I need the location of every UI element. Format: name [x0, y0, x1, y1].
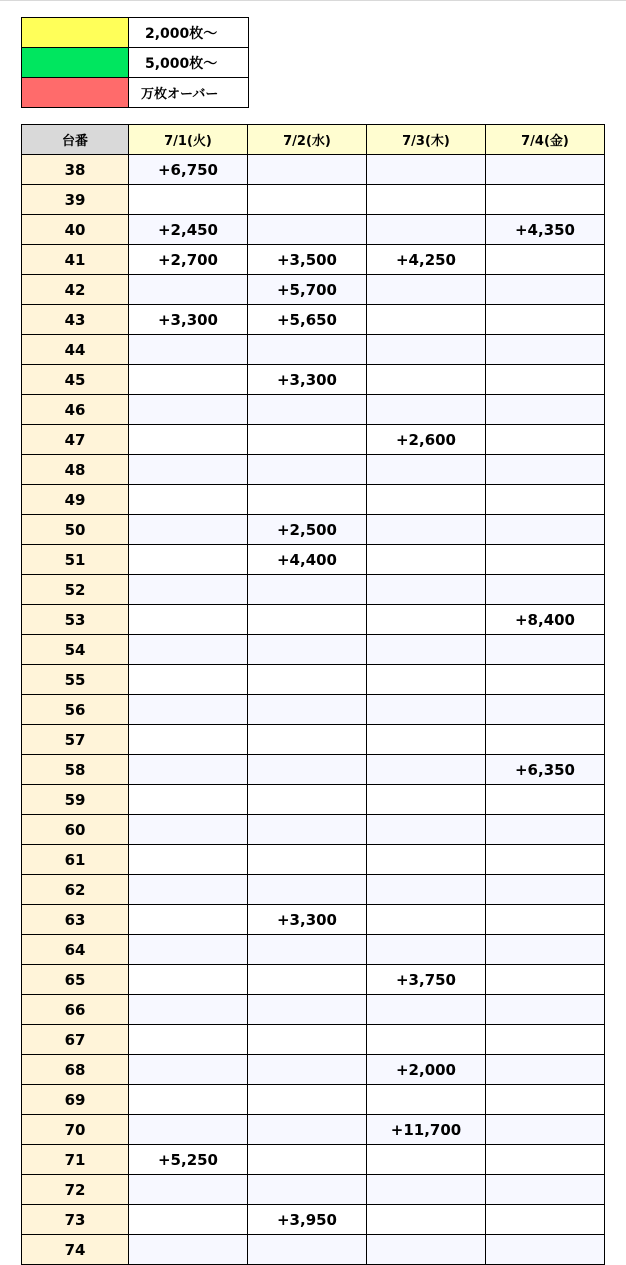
result-cell: [367, 635, 486, 665]
result-cell: [367, 485, 486, 515]
machine-number-cell: 72: [22, 1175, 129, 1205]
result-cell: [129, 1115, 248, 1145]
result-cell: [367, 365, 486, 395]
result-cell: [248, 815, 367, 845]
result-cell: [367, 755, 486, 785]
result-cell: [248, 1145, 367, 1175]
machine-number-cell: 38: [22, 155, 129, 185]
machine-number-cell: 59: [22, 785, 129, 815]
legend-label-5000: 5,000枚～: [129, 48, 249, 78]
machine-number-cell: 43: [22, 305, 129, 335]
result-cell: [486, 1205, 605, 1235]
result-cell: [129, 395, 248, 425]
result-cell: [367, 665, 486, 695]
result-cell: [486, 335, 605, 365]
legend-swatch-2000: [22, 18, 129, 48]
machine-number-cell: 51: [22, 545, 129, 575]
table-row: [22, 965, 605, 995]
machine-number-cell: 61: [22, 845, 129, 875]
table-row: [22, 305, 605, 335]
result-cell: +8,400: [486, 605, 605, 635]
result-cell: [367, 1235, 486, 1265]
result-cell: [486, 155, 605, 185]
table-row: [22, 365, 605, 395]
result-cell: [248, 455, 367, 485]
table-row: [22, 755, 605, 785]
result-cell: +11,700: [367, 1115, 486, 1145]
result-cell: [248, 785, 367, 815]
header-date-0702: 7/2(水): [248, 125, 367, 155]
result-cell: +3,950: [248, 1205, 367, 1235]
result-cell: [248, 1055, 367, 1085]
result-cell: +2,500: [248, 515, 367, 545]
table-row: [22, 875, 605, 905]
table-row: [22, 1115, 605, 1145]
machine-number-cell: 66: [22, 995, 129, 1025]
result-cell: [248, 845, 367, 875]
table-row: [22, 485, 605, 515]
result-cell: +3,750: [367, 965, 486, 995]
machine-number-cell: 60: [22, 815, 129, 845]
result-cell: [367, 575, 486, 605]
machine-number-cell: 67: [22, 1025, 129, 1055]
result-cell: [367, 1175, 486, 1205]
table-row: [22, 905, 605, 935]
result-cell: [486, 185, 605, 215]
result-cell: [129, 905, 248, 935]
machine-number-cell: 50: [22, 515, 129, 545]
result-cell: [129, 725, 248, 755]
result-cell: [129, 1085, 248, 1115]
table-row: [22, 635, 605, 665]
result-cell: [248, 1085, 367, 1115]
result-cell: [248, 995, 367, 1025]
result-cell: [248, 185, 367, 215]
result-cell: [367, 1205, 486, 1235]
result-cell: [129, 995, 248, 1025]
machine-number-cell: 45: [22, 365, 129, 395]
result-cell: [129, 815, 248, 845]
result-cell: [248, 335, 367, 365]
result-cell: [248, 605, 367, 635]
result-cell: [486, 365, 605, 395]
result-cell: +5,700: [248, 275, 367, 305]
table-row: [22, 275, 605, 305]
table-row: [22, 1235, 605, 1265]
result-cell: [248, 665, 367, 695]
legend-table: [21, 17, 249, 108]
result-cell: [367, 725, 486, 755]
result-cell: [248, 395, 367, 425]
result-cell: [367, 935, 486, 965]
result-cell: [129, 755, 248, 785]
result-cell: [486, 995, 605, 1025]
result-cell: [367, 155, 486, 185]
result-cell: [367, 1145, 486, 1175]
result-cell: [248, 575, 367, 605]
result-cell: [367, 1025, 486, 1055]
result-cell: [129, 875, 248, 905]
result-cell: +2,700: [129, 245, 248, 275]
result-cell: [248, 155, 367, 185]
result-cell: [129, 605, 248, 635]
result-cell: [486, 305, 605, 335]
legend-label-2000: 2,000枚～: [129, 18, 249, 48]
machine-number-cell: 46: [22, 395, 129, 425]
result-cell: +6,750: [129, 155, 248, 185]
legend-swatch-10000: [22, 78, 129, 108]
result-cell: +2,000: [367, 1055, 486, 1085]
result-cell: [367, 845, 486, 875]
result-cell: [486, 905, 605, 935]
result-cell: +4,350: [486, 215, 605, 245]
table-row: [22, 665, 605, 695]
result-cell: [248, 1025, 367, 1055]
table-row: [22, 695, 605, 725]
table-row: [22, 605, 605, 635]
table-row: [22, 1175, 605, 1205]
result-cell: [129, 695, 248, 725]
result-cell: [129, 1055, 248, 1085]
table-row: [22, 1055, 605, 1085]
result-cell: [486, 695, 605, 725]
table-row: [22, 575, 605, 605]
result-cell: [248, 485, 367, 515]
table-row: [22, 185, 605, 215]
table-row: [22, 935, 605, 965]
table-row: [22, 845, 605, 875]
result-cell: [248, 635, 367, 665]
result-cell: [367, 215, 486, 245]
table-row: [22, 335, 605, 365]
result-cell: [129, 635, 248, 665]
result-cell: [367, 455, 486, 485]
result-cell: [486, 275, 605, 305]
result-cell: [486, 725, 605, 755]
header-date-0704: 7/4(金): [486, 125, 605, 155]
result-cell: [486, 785, 605, 815]
machine-number-cell: 47: [22, 425, 129, 455]
result-cell: [367, 335, 486, 365]
header-date-0701: 7/1(火): [129, 125, 248, 155]
result-cell: [367, 815, 486, 845]
machine-number-cell: 56: [22, 695, 129, 725]
result-cell: [486, 1145, 605, 1175]
header-row: [22, 125, 605, 155]
result-cell: [486, 245, 605, 275]
result-cell: [367, 1085, 486, 1115]
table-row: [22, 395, 605, 425]
result-cell: +2,450: [129, 215, 248, 245]
result-cell: [486, 425, 605, 455]
result-cell: [367, 275, 486, 305]
result-cell: [129, 965, 248, 995]
machine-number-cell: 40: [22, 215, 129, 245]
result-cell: +6,350: [486, 755, 605, 785]
header-machine-number: 台番: [22, 125, 129, 155]
machine-number-cell: 52: [22, 575, 129, 605]
machine-number-cell: 41: [22, 245, 129, 275]
result-cell: [486, 1055, 605, 1085]
result-cell: [129, 935, 248, 965]
table-row: [22, 1025, 605, 1055]
machine-number-cell: 49: [22, 485, 129, 515]
result-cell: [486, 1025, 605, 1055]
machine-number-cell: 63: [22, 905, 129, 935]
machine-number-cell: 55: [22, 665, 129, 695]
table-row: [22, 1145, 605, 1175]
result-cell: [486, 395, 605, 425]
table-row: [22, 725, 605, 755]
machine-number-cell: 71: [22, 1145, 129, 1175]
machine-number-cell: 42: [22, 275, 129, 305]
result-cell: [367, 305, 486, 335]
machine-number-cell: 69: [22, 1085, 129, 1115]
machine-number-cell: 58: [22, 755, 129, 785]
table-row: [22, 815, 605, 845]
results-table: [21, 124, 605, 1265]
table-row: [22, 785, 605, 815]
result-cell: [129, 845, 248, 875]
result-cell: [367, 695, 486, 725]
table-row: [22, 425, 605, 455]
machine-number-cell: 73: [22, 1205, 129, 1235]
legend-row: [22, 48, 249, 78]
result-cell: [486, 665, 605, 695]
machine-number-cell: 39: [22, 185, 129, 215]
result-cell: [486, 965, 605, 995]
result-cell: [486, 1115, 605, 1145]
result-cell: [129, 1235, 248, 1265]
result-cell: +3,300: [248, 365, 367, 395]
machine-number-cell: 74: [22, 1235, 129, 1265]
result-cell: [367, 395, 486, 425]
result-cell: +3,300: [248, 905, 367, 935]
result-cell: +5,650: [248, 305, 367, 335]
result-cell: [486, 935, 605, 965]
result-cell: [248, 215, 367, 245]
legend-swatch-5000: [22, 48, 129, 78]
result-cell: [129, 185, 248, 215]
table-row: [22, 995, 605, 1025]
result-cell: [486, 515, 605, 545]
result-cell: [248, 425, 367, 455]
result-cell: [129, 335, 248, 365]
table-row: [22, 215, 605, 245]
result-cell: [367, 995, 486, 1025]
result-cell: [129, 785, 248, 815]
result-cell: [486, 1235, 605, 1265]
result-cell: [486, 635, 605, 665]
result-cell: [248, 725, 367, 755]
result-cell: [248, 965, 367, 995]
table-row: [22, 1205, 605, 1235]
table-row: [22, 515, 605, 545]
result-cell: [486, 1175, 605, 1205]
result-cell: [129, 665, 248, 695]
result-cell: [486, 575, 605, 605]
machine-number-cell: 65: [22, 965, 129, 995]
result-cell: [367, 785, 486, 815]
result-cell: [367, 545, 486, 575]
result-cell: [248, 695, 367, 725]
result-cell: [486, 815, 605, 845]
result-cell: [367, 905, 486, 935]
result-cell: [129, 1205, 248, 1235]
result-cell: [129, 515, 248, 545]
header-date-0703: 7/3(木): [367, 125, 486, 155]
result-cell: [248, 875, 367, 905]
result-cell: [486, 1085, 605, 1115]
legend-label-10000: 万枚オーバー: [129, 78, 249, 108]
table-row: [22, 245, 605, 275]
table-row: [22, 545, 605, 575]
result-cell: [129, 275, 248, 305]
result-cell: +5,250: [129, 1145, 248, 1175]
top-border-line: [0, 0, 626, 1]
machine-number-cell: 44: [22, 335, 129, 365]
machine-number-cell: 48: [22, 455, 129, 485]
result-cell: [129, 575, 248, 605]
result-cell: +4,400: [248, 545, 367, 575]
result-cell: [486, 545, 605, 575]
result-cell: [367, 185, 486, 215]
table-row: [22, 1085, 605, 1115]
result-cell: [129, 485, 248, 515]
machine-number-cell: 62: [22, 875, 129, 905]
result-cell: [248, 1115, 367, 1145]
result-cell: [129, 425, 248, 455]
machine-number-cell: 70: [22, 1115, 129, 1145]
result-cell: [129, 1025, 248, 1055]
result-cell: [486, 875, 605, 905]
table-body: [22, 155, 605, 1265]
result-cell: [248, 755, 367, 785]
result-cell: [248, 935, 367, 965]
result-cell: [486, 845, 605, 875]
machine-number-cell: 64: [22, 935, 129, 965]
table-row: [22, 455, 605, 485]
machine-number-cell: 68: [22, 1055, 129, 1085]
result-cell: [248, 1235, 367, 1265]
result-cell: +3,500: [248, 245, 367, 275]
table-row: [22, 155, 605, 185]
machine-number-cell: 54: [22, 635, 129, 665]
result-cell: +2,600: [367, 425, 486, 455]
legend-row: [22, 18, 249, 48]
legend-row: [22, 78, 249, 108]
result-cell: [129, 365, 248, 395]
result-cell: [129, 1175, 248, 1205]
machine-number-cell: 57: [22, 725, 129, 755]
result-cell: [129, 545, 248, 575]
result-cell: [486, 455, 605, 485]
result-cell: [248, 1175, 367, 1205]
result-cell: [367, 875, 486, 905]
result-cell: [367, 605, 486, 635]
result-cell: [367, 515, 486, 545]
machine-number-cell: 53: [22, 605, 129, 635]
result-cell: +3,300: [129, 305, 248, 335]
result-cell: +4,250: [367, 245, 486, 275]
result-cell: [129, 455, 248, 485]
result-cell: [486, 485, 605, 515]
